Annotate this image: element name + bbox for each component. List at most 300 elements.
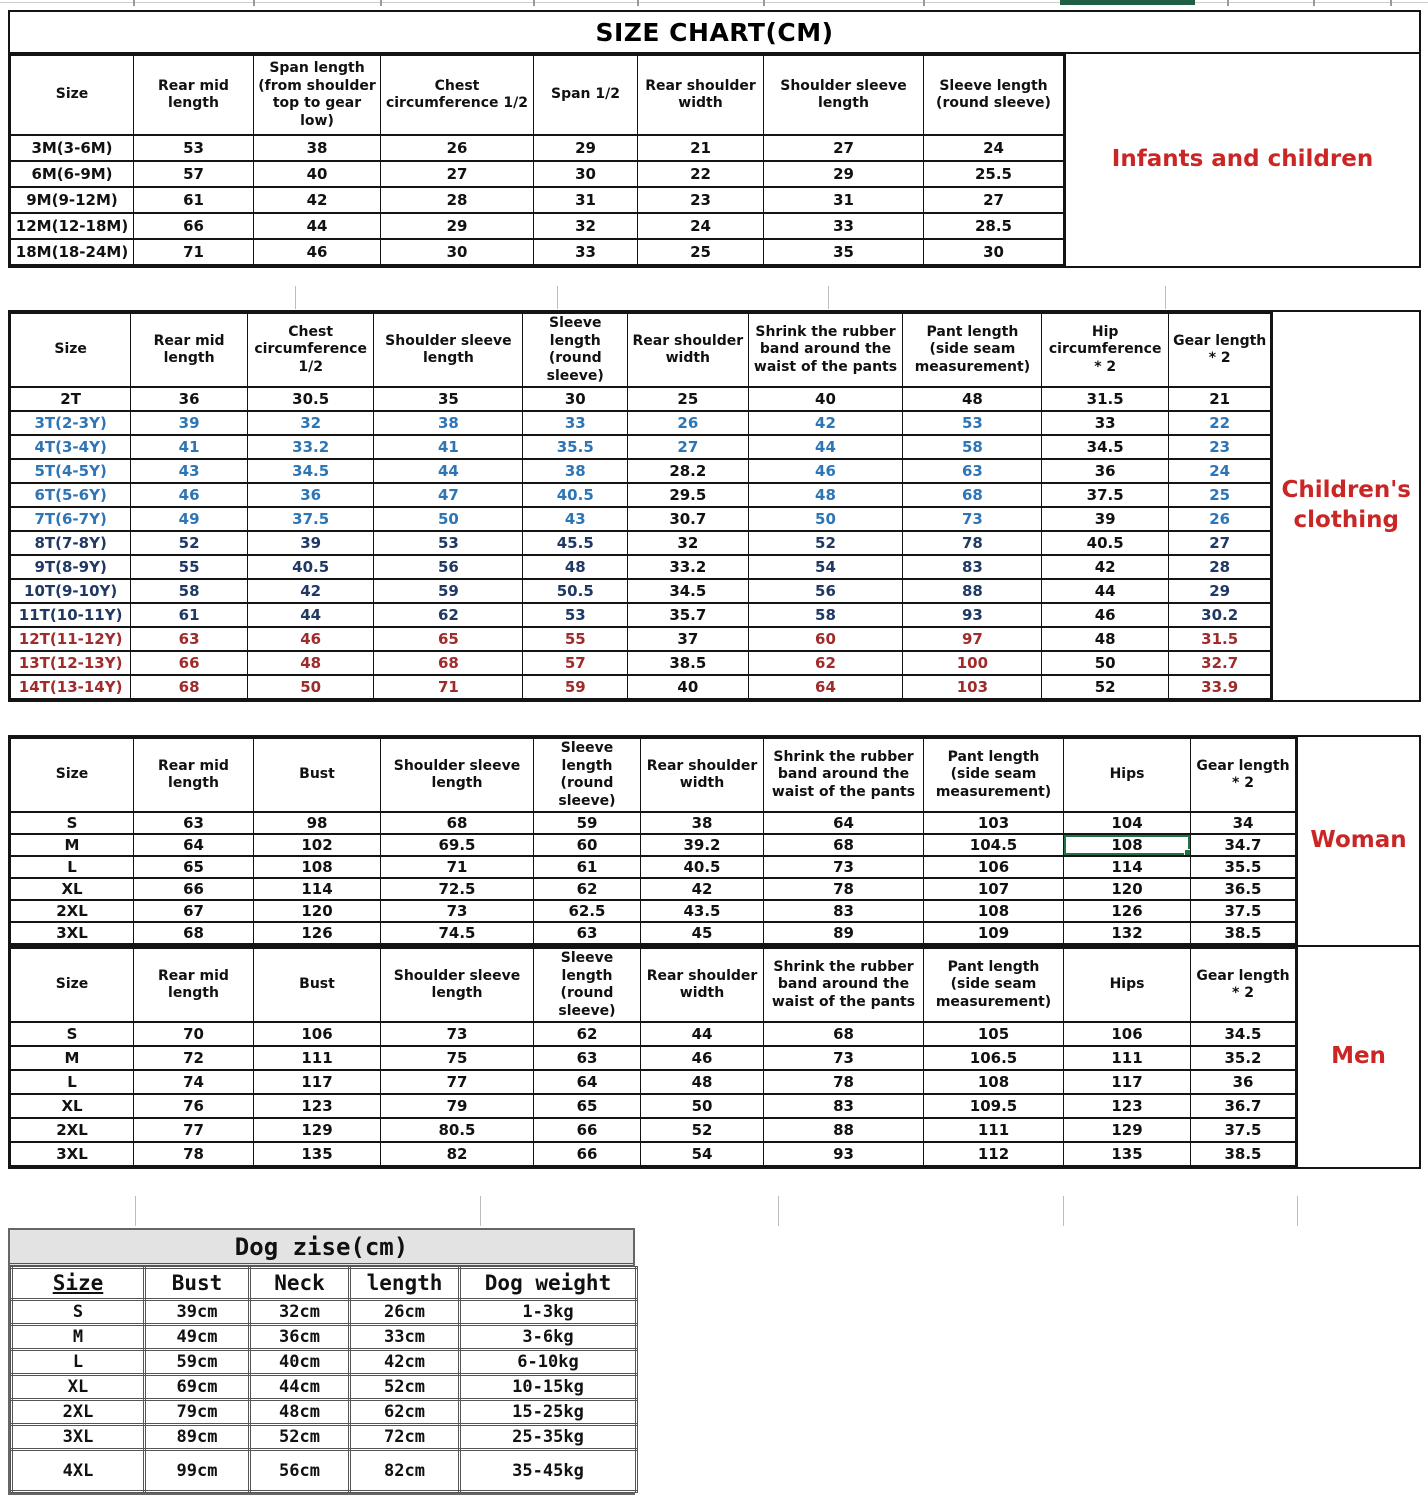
value-cell: 60 (748, 627, 903, 651)
value-cell: 71 (134, 239, 254, 265)
header-row (12, 1268, 637, 1300)
value-cell: 37 (628, 627, 748, 651)
value-cell: 45.5 (523, 531, 628, 555)
value-cell: 76 (134, 1094, 254, 1118)
column-header: Rear shoulder width (628, 313, 748, 387)
column-header: Sleeve length (round sleeve) (534, 948, 641, 1022)
value-cell: 48 (748, 483, 903, 507)
value-cell: 100 (903, 651, 1042, 675)
value-cell: 35 (764, 239, 924, 265)
value-cell: 40 (748, 387, 903, 411)
value-cell: 111 (1064, 1046, 1191, 1070)
size-cell: 8T(7-8Y) (11, 531, 131, 555)
value-cell: 32.7 (1168, 651, 1271, 675)
value-cell: 66 (534, 1118, 641, 1142)
size-cell: M (12, 1325, 145, 1350)
column-header: Size (11, 948, 134, 1022)
value-cell: 46 (247, 627, 374, 651)
men-table-section (8, 945, 1421, 1169)
value-cell: 15-25kg (460, 1400, 637, 1425)
value-cell: 48 (641, 1070, 764, 1094)
value-cell: 59 (534, 812, 641, 834)
value-cell: 53 (134, 135, 254, 161)
column-header: Shrink the rubber band around the waist of the pants (764, 948, 924, 1022)
value-cell: 58 (903, 435, 1042, 459)
value-cell: 83 (764, 900, 924, 922)
value-cell: 59 (523, 675, 628, 699)
value-cell: 109 (924, 922, 1064, 944)
value-cell: 34.5 (247, 459, 374, 483)
size-cell: 18M(18-24M) (11, 239, 134, 265)
table-row (11, 459, 1271, 483)
children-label: Children's clothing (1271, 312, 1419, 700)
value-cell: 117 (1064, 1070, 1191, 1094)
value-cell: 69.5 (381, 834, 534, 856)
value-cell: 103 (924, 812, 1064, 834)
header-row (11, 738, 1296, 812)
value-cell: 40 (254, 161, 381, 187)
value-cell: 38.5 (1191, 1142, 1296, 1166)
gridline-tick (380, 0, 382, 6)
value-cell: 6-10kg (460, 1350, 637, 1375)
value-cell: 24 (638, 213, 764, 239)
value-cell: 10-15kg (460, 1375, 637, 1400)
value-cell: 62 (534, 1022, 641, 1046)
column-header: Pant length (side seam measurement) (924, 738, 1064, 812)
value-cell: 48 (1042, 627, 1169, 651)
value-cell: 40 (628, 675, 748, 699)
value-cell: 52 (1042, 675, 1169, 699)
value-cell: 25 (638, 239, 764, 265)
value-cell: 52 (641, 1118, 764, 1142)
value-cell: 28.2 (628, 459, 748, 483)
dog-table-title: Dog zise(cm) (10, 1230, 633, 1266)
gridline-tick (923, 0, 925, 6)
table-row (12, 1350, 637, 1375)
column-header: Hips (1064, 738, 1191, 812)
value-cell: 69cm (145, 1375, 250, 1400)
value-cell: 117 (254, 1070, 381, 1094)
column-header: Chest circumference 1/2 (247, 313, 374, 387)
size-cell: 13T(12-13Y) (11, 651, 131, 675)
value-cell: 43.5 (641, 900, 764, 922)
value-cell: 33.2 (628, 555, 748, 579)
table-row (11, 1046, 1296, 1070)
table-row (12, 1450, 637, 1492)
table-row (11, 675, 1271, 699)
value-cell: 36 (131, 387, 248, 411)
value-cell: 39 (247, 531, 374, 555)
value-cell: 34.5 (1042, 435, 1169, 459)
value-cell: 46 (254, 239, 381, 265)
value-cell: 26cm (350, 1300, 460, 1325)
size-cell: 3T(2-3Y) (11, 411, 131, 435)
value-cell: 60 (534, 834, 641, 856)
table-row (11, 878, 1296, 900)
value-cell: 77 (134, 1118, 254, 1142)
size-cell: 2T (11, 387, 131, 411)
column-header: Size (12, 1268, 145, 1300)
value-cell: 41 (131, 435, 248, 459)
dog-size-table-section (8, 1228, 635, 1495)
value-cell: 39cm (145, 1300, 250, 1325)
value-cell: 34.7 (1191, 834, 1296, 856)
value-cell: 102 (254, 834, 381, 856)
value-cell: 132 (1064, 922, 1191, 944)
value-cell: 48 (247, 651, 374, 675)
value-cell: 68 (764, 834, 924, 856)
value-cell: 105 (924, 1022, 1064, 1046)
value-cell: 83 (903, 555, 1042, 579)
value-cell: 61 (134, 187, 254, 213)
value-cell: 52cm (250, 1425, 350, 1450)
size-cell: 6M(6-9M) (11, 161, 134, 187)
value-cell: 57 (134, 161, 254, 187)
value-cell: 37.5 (1042, 483, 1169, 507)
table-row (11, 483, 1271, 507)
value-cell: 24 (1168, 459, 1271, 483)
value-cell: 28 (1168, 555, 1271, 579)
value-cell: 50 (641, 1094, 764, 1118)
value-cell: 30.7 (628, 507, 748, 531)
size-cell: S (11, 1022, 134, 1046)
column-header: Sleeve length (round sleeve) (534, 738, 641, 812)
value-cell: 46 (131, 483, 248, 507)
value-cell: 68 (764, 1022, 924, 1046)
table-row (12, 1300, 637, 1325)
value-cell: 44 (254, 213, 381, 239)
value-cell: 135 (254, 1142, 381, 1166)
column-header: Span 1/2 (534, 55, 638, 135)
value-cell: 74 (134, 1070, 254, 1094)
value-cell: 44 (1042, 579, 1169, 603)
value-cell: 50 (748, 507, 903, 531)
value-cell: 27 (1168, 531, 1271, 555)
header-row (11, 948, 1296, 1022)
value-cell: 82cm (350, 1450, 460, 1492)
table-row (11, 1094, 1296, 1118)
value-cell: 135 (1064, 1142, 1191, 1166)
column-header: Shoulder sleeve length (381, 738, 534, 812)
value-cell: 43 (131, 459, 248, 483)
size-cell: 3XL (11, 922, 134, 944)
column-header: Shoulder sleeve length (764, 55, 924, 135)
value-cell: 21 (638, 135, 764, 161)
value-cell: 111 (254, 1046, 381, 1070)
value-cell: 120 (1064, 878, 1191, 900)
value-cell: 73 (381, 1022, 534, 1046)
value-cell: 108 (924, 900, 1064, 922)
value-cell: 56 (748, 579, 903, 603)
value-cell: 39.2 (641, 834, 764, 856)
value-cell: 62.5 (534, 900, 641, 922)
size-cell: S (12, 1300, 145, 1325)
selected-cell: 108 (1064, 834, 1191, 856)
value-cell: 42 (247, 579, 374, 603)
value-cell: 27 (628, 435, 748, 459)
value-cell: 31 (764, 187, 924, 213)
value-cell: 46 (641, 1046, 764, 1070)
value-cell: 78 (764, 1070, 924, 1094)
infants-label: Infants and children (1064, 54, 1419, 266)
value-cell: 27 (381, 161, 534, 187)
value-cell: 22 (638, 161, 764, 187)
value-cell: 106 (254, 1022, 381, 1046)
column-header: Neck (250, 1268, 350, 1300)
value-cell: 35 (374, 387, 523, 411)
value-cell: 108 (254, 856, 381, 878)
value-cell: 93 (764, 1142, 924, 1166)
size-cell: XL (12, 1375, 145, 1400)
size-cell: 2XL (12, 1400, 145, 1425)
value-cell: 58 (748, 603, 903, 627)
value-cell: 47 (374, 483, 523, 507)
column-header: Rear shoulder width (638, 55, 764, 135)
table-row (11, 161, 1064, 187)
table-row (11, 213, 1064, 239)
value-cell: 36.7 (1191, 1094, 1296, 1118)
gridline-tick (1390, 0, 1392, 6)
adult-tables-stack (8, 735, 1421, 1169)
value-cell: 103 (903, 675, 1042, 699)
value-cell: 65 (134, 856, 254, 878)
value-cell: 48 (523, 555, 628, 579)
value-cell: 68 (374, 651, 523, 675)
table-row (11, 411, 1271, 435)
men-label: Men (1296, 947, 1419, 1167)
size-cell: 9M(9-12M) (11, 187, 134, 213)
value-cell: 37.5 (1191, 1118, 1296, 1142)
value-cell: 56 (374, 555, 523, 579)
table-row (11, 239, 1064, 265)
value-cell: 44cm (250, 1375, 350, 1400)
value-cell: 44 (748, 435, 903, 459)
value-cell: 63 (534, 922, 641, 944)
size-cell: 14T(13-14Y) (11, 675, 131, 699)
gridline-tick (133, 0, 135, 6)
column-header: Pant length (side seam measurement) (924, 948, 1064, 1022)
value-cell: 55 (131, 555, 248, 579)
woman-size-table (10, 737, 1296, 945)
size-cell: 5T(4-5Y) (11, 459, 131, 483)
table-row (11, 627, 1271, 651)
top-gridline (0, 2, 1428, 3)
value-cell: 64 (134, 834, 254, 856)
value-cell: 32 (628, 531, 748, 555)
value-cell: 112 (924, 1142, 1064, 1166)
value-cell: 114 (1064, 856, 1191, 878)
table-row (11, 651, 1271, 675)
gridline-tick (637, 0, 639, 6)
value-cell: 126 (1064, 900, 1191, 922)
value-cell: 39 (131, 411, 248, 435)
value-cell: 59cm (145, 1350, 250, 1375)
value-cell: 89cm (145, 1425, 250, 1450)
value-cell: 78 (134, 1142, 254, 1166)
column-header: Bust (254, 738, 381, 812)
value-cell: 23 (1168, 435, 1271, 459)
value-cell: 27 (924, 187, 1064, 213)
size-cell: XL (11, 1094, 134, 1118)
value-cell: 30.2 (1168, 603, 1271, 627)
value-cell: 73 (764, 1046, 924, 1070)
value-cell: 89 (764, 922, 924, 944)
size-cell: 11T(10-11Y) (11, 603, 131, 627)
column-header: Rear mid length (134, 948, 254, 1022)
value-cell: 50 (1042, 651, 1169, 675)
column-header: Size (11, 55, 134, 135)
value-cell: 61 (131, 603, 248, 627)
value-cell: 78 (764, 878, 924, 900)
woman-table-section (8, 735, 1421, 947)
value-cell: 106 (1064, 1022, 1191, 1046)
value-cell: 38.5 (628, 651, 748, 675)
value-cell: 23 (638, 187, 764, 213)
gridline-tick (480, 1196, 481, 1226)
size-cell: L (11, 1070, 134, 1094)
value-cell: 38 (641, 812, 764, 834)
value-cell: 52cm (350, 1375, 460, 1400)
value-cell: 44 (641, 1022, 764, 1046)
value-cell: 64 (764, 812, 924, 834)
value-cell: 93 (903, 603, 1042, 627)
table-row (12, 1325, 637, 1350)
value-cell: 28.5 (924, 213, 1064, 239)
value-cell: 72cm (350, 1425, 460, 1450)
size-cell: 3XL (12, 1425, 145, 1450)
value-cell: 114 (254, 878, 381, 900)
value-cell: 98 (254, 812, 381, 834)
value-cell: 129 (1064, 1118, 1191, 1142)
column-header: Rear mid length (131, 313, 248, 387)
value-cell: 26 (381, 135, 534, 161)
table-row (11, 1022, 1296, 1046)
table-row (12, 1375, 637, 1400)
value-cell: 26 (628, 411, 748, 435)
value-cell: 58 (131, 579, 248, 603)
value-cell: 129 (254, 1118, 381, 1142)
gridline-tick (1227, 0, 1229, 6)
value-cell: 34.5 (1191, 1022, 1296, 1046)
value-cell: 3-6kg (460, 1325, 637, 1350)
selected-column-bar (1060, 0, 1195, 5)
value-cell: 68 (134, 922, 254, 944)
table-row (11, 856, 1296, 878)
value-cell: 22 (1168, 411, 1271, 435)
gridline-tick (1297, 1196, 1298, 1226)
value-cell: 78 (903, 531, 1042, 555)
value-cell: 82 (381, 1142, 534, 1166)
table-row (11, 435, 1271, 459)
value-cell: 33.2 (247, 435, 374, 459)
column-header: Gear length * 2 (1191, 738, 1296, 812)
value-cell: 35.5 (523, 435, 628, 459)
column-header: Pant length (side seam measurement) (903, 313, 1042, 387)
infants-table-section (8, 10, 1421, 268)
value-cell: 108 (924, 1070, 1064, 1094)
value-cell: 79 (381, 1094, 534, 1118)
size-cell: 3XL (11, 1142, 134, 1166)
value-cell: 30 (523, 387, 628, 411)
value-cell: 40.5 (247, 555, 374, 579)
value-cell: 54 (748, 555, 903, 579)
value-cell: 38 (523, 459, 628, 483)
table-row (11, 579, 1271, 603)
size-cell: 12T(11-12Y) (11, 627, 131, 651)
value-cell: 63 (534, 1046, 641, 1070)
value-cell: 61 (534, 856, 641, 878)
value-cell: 68 (903, 483, 1042, 507)
value-cell: 107 (924, 878, 1064, 900)
value-cell: 33cm (350, 1325, 460, 1350)
value-cell: 109.5 (924, 1094, 1064, 1118)
column-header: Hip circumference * 2 (1042, 313, 1169, 387)
column-header: Gear length * 2 (1168, 313, 1271, 387)
value-cell: 36 (247, 483, 374, 507)
size-cell: M (11, 834, 134, 856)
value-cell: 25-35kg (460, 1425, 637, 1450)
value-cell: 38 (254, 135, 381, 161)
value-cell: 34.5 (628, 579, 748, 603)
value-cell: 42 (1042, 555, 1169, 579)
value-cell: 66 (134, 213, 254, 239)
value-cell: 35-45kg (460, 1450, 637, 1492)
value-cell: 72.5 (381, 878, 534, 900)
value-cell: 68 (131, 675, 248, 699)
value-cell: 88 (903, 579, 1042, 603)
column-header: Shoulder sleeve length (374, 313, 523, 387)
gridline-tick (253, 0, 255, 6)
value-cell: 36cm (250, 1325, 350, 1350)
value-cell: 31.5 (1042, 387, 1169, 411)
table-row (11, 1142, 1296, 1166)
value-cell: 73 (903, 507, 1042, 531)
table-row (11, 507, 1271, 531)
table-row (11, 531, 1271, 555)
size-cell: 2XL (11, 900, 134, 922)
value-cell: 1-3kg (460, 1300, 637, 1325)
value-cell: 123 (1064, 1094, 1191, 1118)
size-cell: 7T(6-7Y) (11, 507, 131, 531)
value-cell: 33 (523, 411, 628, 435)
table-row (12, 1425, 637, 1450)
value-cell: 42cm (350, 1350, 460, 1375)
value-cell: 33 (534, 239, 638, 265)
table-row (11, 1118, 1296, 1142)
value-cell: 40.5 (1042, 531, 1169, 555)
column-header: Shrink the rubber band around the waist of the pants (748, 313, 903, 387)
size-cell: L (12, 1350, 145, 1375)
value-cell: 63 (903, 459, 1042, 483)
value-cell: 68 (381, 812, 534, 834)
value-cell: 30 (534, 161, 638, 187)
gridline-tick (1165, 286, 1166, 309)
value-cell: 66 (534, 1142, 641, 1166)
men-size-table (10, 947, 1296, 1167)
table-row (12, 1400, 637, 1425)
value-cell: 106 (924, 856, 1064, 878)
value-cell: 73 (764, 856, 924, 878)
value-cell: 63 (131, 627, 248, 651)
header-row (11, 313, 1271, 387)
value-cell: 29 (764, 161, 924, 187)
table-row (11, 834, 1296, 856)
value-cell: 46 (748, 459, 903, 483)
column-header: Hips (1064, 948, 1191, 1022)
value-cell: 62cm (350, 1400, 460, 1425)
size-cell: 12M(12-18M) (11, 213, 134, 239)
value-cell: 77 (381, 1070, 534, 1094)
